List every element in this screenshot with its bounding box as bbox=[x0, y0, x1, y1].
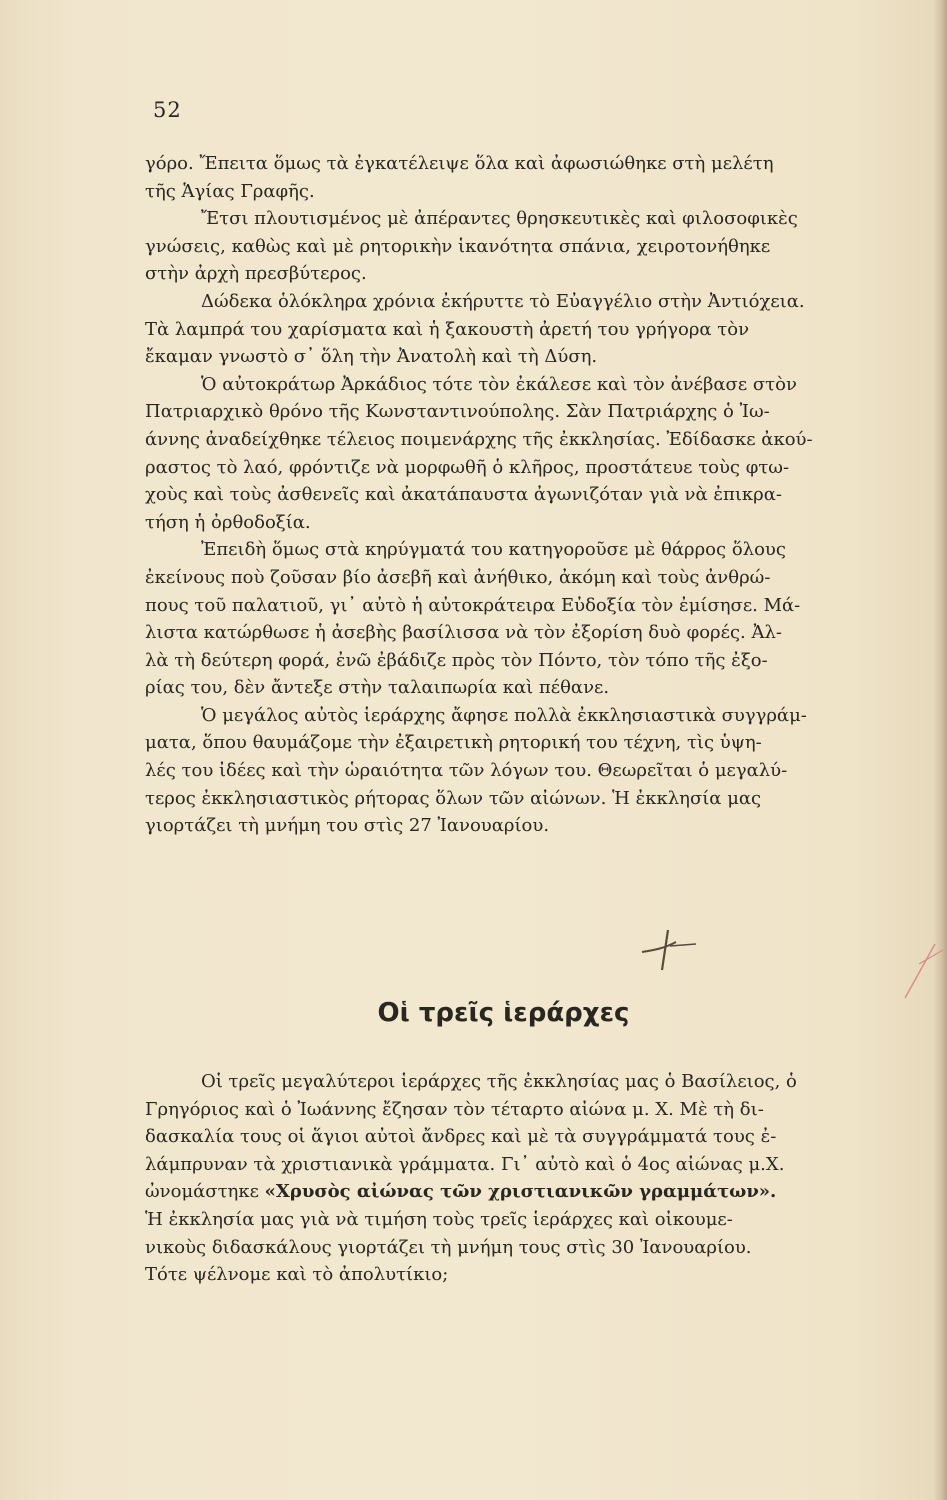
section-heading: Οἱ τρεῖς ἱεράρχες bbox=[377, 998, 630, 1028]
text-line: άννης ἀναδείχθηκε τέλειος ποιμενάρχης τῆς ἐκκλησίας. Ἐδίδασκε ἀκού- bbox=[145, 428, 813, 450]
text-line: στὴν ἀρχὴ πρεσβύτερος. bbox=[145, 263, 367, 285]
paragraph-1 bbox=[145, 150, 923, 205]
paragraph-8 bbox=[145, 1206, 923, 1289]
text-run: ὠνομάστηκε bbox=[145, 1181, 259, 1203]
text-line: ἐκείνους ποὺ ζοῦσαν βίο ἀσεβῆ καὶ ἀνήθικο, ἀκόμη καὶ τοὺς ἀνθρώ- bbox=[145, 566, 771, 588]
text-line: λὰ τὴ δεύτερη φορά, ἐνῶ ἐβάδιζε πρὸς τὸν Πόντο, τὸν τόπο τῆς ἐξο- bbox=[145, 649, 768, 671]
paragraph-5 bbox=[145, 536, 923, 702]
paragraph-2 bbox=[145, 205, 923, 288]
text-line: δασκαλία τους οἱ ἅγιοι αὐτοὶ ἄνδρες καὶ μὲ τὰ συγγράμματά τους ἐ- bbox=[145, 1126, 777, 1148]
text-line: Ἡ ἐκκλησία μας γιὰ νὰ τιμήση τοὺς τρεῖς ἱεράρχες καὶ οἰκουμε- bbox=[145, 1208, 733, 1230]
text-line: Δώδεκα ὁλόκληρα χρόνια ἐκήρυττε τὸ Εὐαγγέλιο στὴν Ἀντιόχεια. bbox=[201, 290, 805, 312]
text-line: πους τοῦ παλατιοῦ, γι᾽ αὐτὸ ἡ αὐτοκράτειρα Εὐδοξία τὸν ἐμίσησε. Μά- bbox=[145, 594, 801, 616]
text-line: λές του ἰδέες καὶ τὴν ὡραιότητα τῶν λόγων του. Θεωρεῖται ὁ μεγαλύ- bbox=[145, 760, 788, 782]
paragraph-4 bbox=[145, 371, 923, 537]
bold-phrase: «Χρυσὸς αἰώνας τῶν χριστιανικῶν γραμμάτων». bbox=[264, 1181, 777, 1203]
text-line: χοὺς καὶ τοὺς ἀσθενεῖς καὶ ἀκατάπαυστα ἀγωνιζόταν γιὰ νὰ ἐπικρα- bbox=[145, 484, 782, 506]
text-line: λιστα κατώρθωσε ἡ ἀσεβὴς βασίλισσα νὰ τὸν ἐξορίση δυὸ φορές. Ἀλ- bbox=[145, 622, 782, 644]
text-line: Οἱ τρεῖς μεγαλύτεροι ἱεράρχες τῆς ἐκκλησίας μας ὁ Βασίλειος, ὁ bbox=[201, 1071, 797, 1092]
text-line: γνώσεις, καθὼς καὶ μὲ ρητορικὴν ἱκανότητα σπάνια, χειροτονήθηκε bbox=[145, 235, 771, 257]
text-line: Ὁ αὐτοκράτωρ Ἀρκάδιος τότε τὸν ἐκάλεσε καὶ τὸν ἀνέβασε στὸν bbox=[201, 373, 797, 395]
text-line: Πατριαρχικὸ θρόνο τῆς Κωνσταντινούπολης. Σὰν Πατριάρχης ὁ Ἰω- bbox=[145, 401, 770, 423]
three-hierarchs-text bbox=[145, 1068, 923, 1289]
text-line: ρίας του, δὲν ἄντεξε στὴν ταλαιπωρία καὶ πέθανε. bbox=[145, 677, 610, 699]
pencil-annotation-mark bbox=[640, 922, 700, 972]
page-number: 52 bbox=[153, 98, 182, 122]
text-line: ἔκαμαν γνωστὸ σ᾽ ὅλη τὴν Ἀνατολὴ καὶ τὴ Δύση. bbox=[145, 346, 598, 368]
text-line: ματα, ὅπου θαυμάζομε τὴν ἐξαιρετικὴ ρητορική του τέχνη, τὶς ὑψη- bbox=[145, 732, 762, 754]
red-pencil-mark bbox=[895, 940, 945, 1000]
text-line: τήση ἡ ὀρθοδοξία. bbox=[145, 511, 311, 533]
text-line: τερος ἐκκλησιαστικὸς ρήτορας ὅλων τῶν αἰώνων. Ἡ ἐκκλησία μας bbox=[145, 787, 762, 809]
text-line: Ἐπειδὴ ὅμως στὰ κηρύγματά του κατηγοροῦσε μὲ θάρρος ὅλους bbox=[201, 539, 786, 561]
text-line: Ὁ μεγάλος αὐτὸς ἱεράρχης ἄφησε πολλὰ ἐκκλησιαστικὰ συγγράμ- bbox=[201, 704, 807, 726]
text-line: Ἔτσι πλουτισμένος μὲ ἀπέραντες θρησκευτικὲς καὶ φιλοσοφικὲς bbox=[201, 208, 798, 230]
text-line: Τὰ λαμπρά του χαρίσματα καὶ ἡ ξακουστὴ ἀρετή του γρήγορα τὸν bbox=[145, 318, 750, 340]
text-line: νικοὺς διδασκάλους γιορτάζει τὴ μνήμη τους στὶς 30 Ἰανουαρίου. bbox=[145, 1236, 752, 1258]
paragraph-7 bbox=[145, 1068, 923, 1206]
paragraph-3 bbox=[145, 288, 923, 371]
text-line: Γρηγόριος καὶ ὁ Ἰωάννης ἔζησαν τὸν τέταρτο αἰώνα μ. Χ. Μὲ τὴ δι- bbox=[145, 1098, 764, 1120]
paragraph-6 bbox=[145, 702, 923, 840]
page-edge-shadow bbox=[933, 0, 947, 1500]
text-line: λάμπρυναν τὰ χριστιανικὰ γράμματα. Γι᾽ αὐτὸ καὶ ὁ 4ος αἰώνας μ.Χ. bbox=[145, 1153, 785, 1175]
text-line: γόρο. Ἔπειτα ὅμως τὰ ἐγκατέλειψε ὅλα καὶ ἀφωσιώθηκε στὴ μελέτη bbox=[145, 153, 774, 174]
chrysostom-text bbox=[145, 150, 923, 840]
text-line: γιορτάζει τὴ μνήμη του στὶς 27 Ἰανουαρίου. bbox=[145, 815, 550, 837]
text-line bbox=[145, 1178, 923, 1206]
text-line: ραστος τὸ λαό, φρόντιζε νὰ μορφωθῆ ὁ κλῆρος, προστάτευε τοὺς φτω- bbox=[145, 456, 790, 478]
text-line: Τότε ψέλνομε καὶ τὸ ἀπολυτίκιο; bbox=[145, 1264, 449, 1286]
text-line: τῆς Ἁγίας Γραφῆς. bbox=[145, 180, 315, 202]
